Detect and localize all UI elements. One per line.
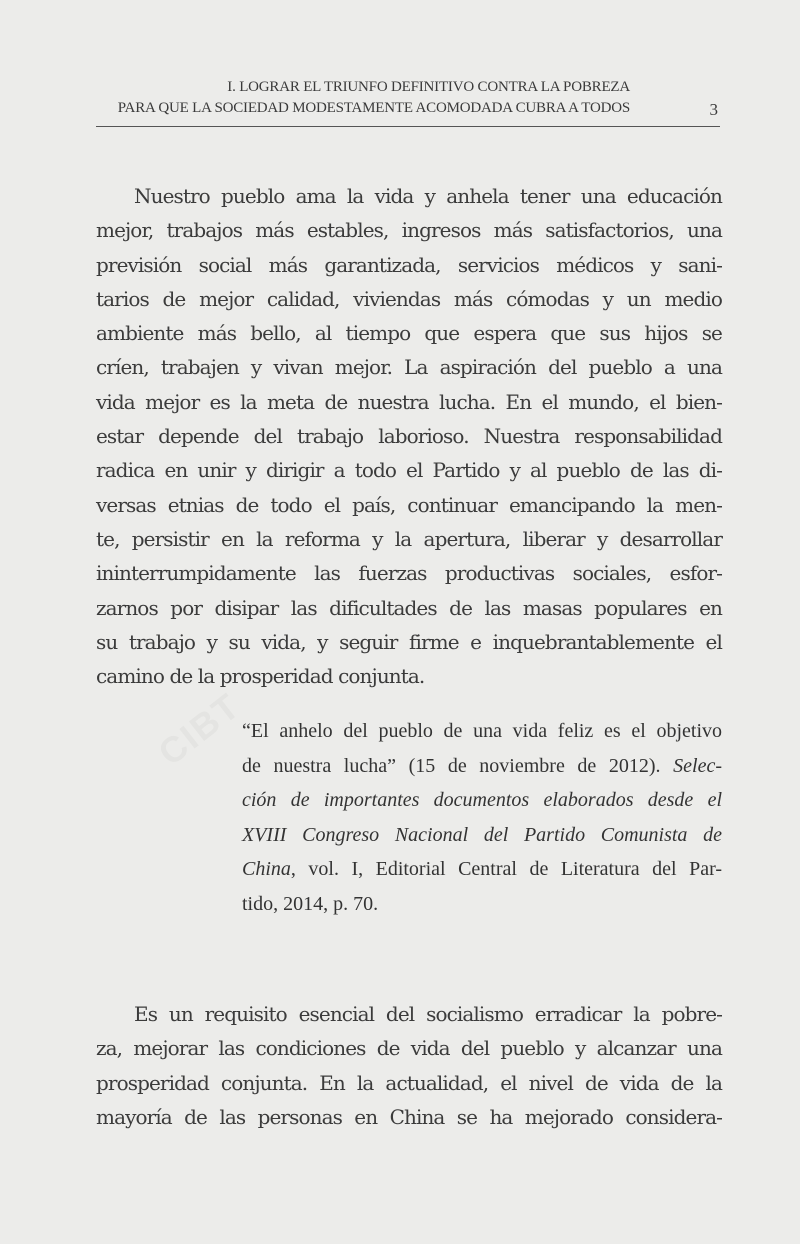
- paragraph-line: te, persistir en la reforma y la apertura, liberar y desarrollar: [96, 526, 722, 551]
- body-paragraph-2: [96, 997, 722, 1134]
- watermark-text: CIBT: [150, 684, 249, 774]
- paragraph-line: prosperidad conjunta. En la actualidad, el nivel de vida de la: [96, 1070, 722, 1095]
- citation-line: [242, 852, 722, 887]
- paragraph-line: Nuestro pueblo ama la vida y anhela tener una educación: [134, 184, 722, 208]
- body-paragraph-1: [96, 179, 722, 693]
- paragraph-line: versas etnias de todo el país, continuar emancipando la men-: [96, 492, 722, 517]
- source-citation: [242, 714, 722, 922]
- paragraph-line: za, mejorar las condiciones de vida del pueblo y alcanzar una: [96, 1036, 722, 1061]
- citation-book-title: Selec-: [673, 754, 722, 777]
- paragraph-line: mejor, trabajos más estables, ingresos más satisfactorios, una: [96, 218, 722, 243]
- paragraph-line: camino de la prosperidad conjunta.: [96, 664, 425, 689]
- paragraph-line: radica en unir y dirigir a todo el Partido y al pueblo de las di-: [96, 458, 722, 483]
- citation-text: de nuestra lucha” (15 de noviembre de 2012).: [242, 754, 674, 777]
- paragraph-line: críen, trabajen y vivan mejor. La aspiración del pueblo a una: [96, 355, 722, 380]
- paragraph-line: ininterrumpidamente las fuerzas productivas sociales, esfor-: [96, 561, 722, 586]
- paragraph-line: Es un requisito esencial del socialismo erradicar la pobre-: [134, 1002, 722, 1026]
- citation-line: [242, 749, 722, 784]
- paragraph-line: previsión social más garantizada, servicios médicos y sani-: [96, 252, 722, 277]
- citation-book-title: ción de importantes documentos elaborados desde el: [242, 789, 722, 812]
- paragraph-line: vida mejor es la meta de nuestra lucha. En el mundo, el bien-: [96, 389, 722, 414]
- paragraph-line: su trabajo y su vida, y seguir firme e inquebrantablemente el: [96, 629, 722, 654]
- citation-text: , vol. I, Editorial Central de Literatura del Par-: [290, 858, 722, 881]
- paragraph-line: estar depende del trabajo laborioso. Nuestra responsabilidad: [96, 424, 722, 449]
- running-header: [96, 70, 720, 127]
- chapter-title-line-1: I. LOGRAR EL TRIUNFO DEFINITIVO CONTRA LA POBREZA: [227, 79, 630, 95]
- citation-book-title: XVIII Congreso Nacional del Partido Comunista de: [242, 823, 722, 846]
- citation-line: tido, 2014, p. 70.: [242, 892, 379, 915]
- page-number: 3: [709, 100, 718, 119]
- paragraph-line: mayoría de las personas en China se ha mejorado considera-: [96, 1104, 722, 1129]
- chapter-title-line-2: PARA QUE LA SOCIEDAD MODESTAMENTE ACOMODADA CUBRA A TODOS: [117, 100, 630, 116]
- paragraph-line: tarios de mejor calidad, viviendas más cómodas y un medio: [96, 286, 722, 311]
- citation-line: “El anhelo del pueblo de una vida feliz es el objetivo: [242, 720, 722, 742]
- paragraph-line: ambiente más bello, al tiempo que espera que sus hijos se: [96, 321, 722, 346]
- paragraph-line: zarnos por disipar las dificultades de las masas populares en: [96, 595, 722, 620]
- citation-book-title: China: [242, 858, 291, 881]
